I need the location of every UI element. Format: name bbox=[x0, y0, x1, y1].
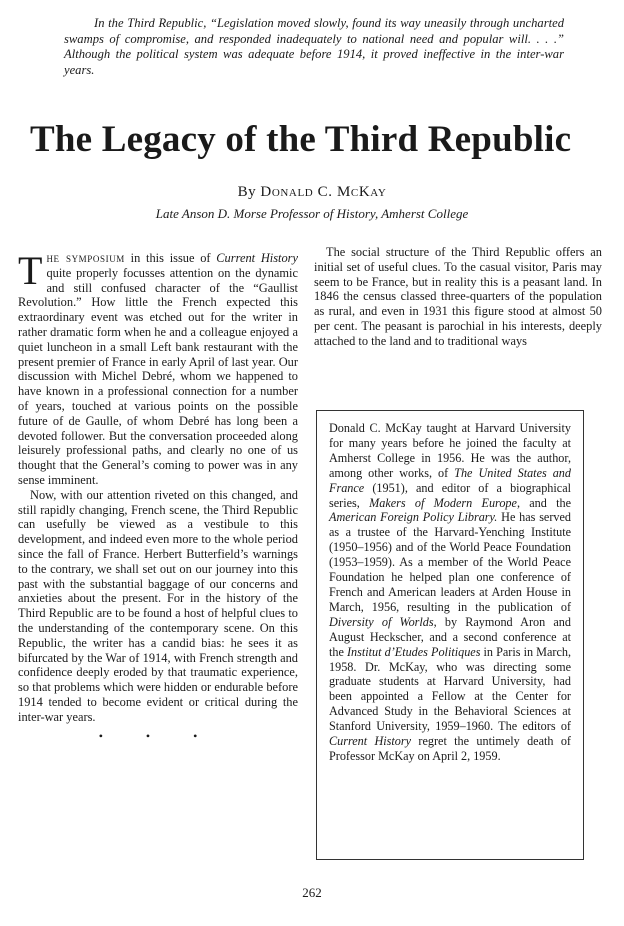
article-lede: In the Third Republic, “Legislation moved slowly, found its way uneasily through uncharted swamps of compromise, and responded inadequately to national need and popular will. . . .” Although the political system was adequate before 1914, it proved ineffective in the inter-war years. bbox=[64, 16, 564, 77]
byline-prefix: By bbox=[237, 184, 261, 200]
bio-text-6: in Paris in March, 1958. Dr. McKay, who was directing some graduate students at Harvard University, had been appointed a Fellow at the Center for Advanced Study in the Behavioral Sciences at Stanford University, 1959–1960. The editors of bbox=[329, 644, 571, 734]
author-bio-box bbox=[316, 410, 584, 860]
bio-text-2: (1951), and editor of a biographical series, bbox=[329, 480, 571, 510]
page-number: 262 bbox=[302, 885, 322, 900]
author-affiliation: Late Anson D. Morse Professor of History, Amherst College bbox=[155, 206, 469, 221]
bio-text-4: He has served as a trustee of the Harvard-Yenching Institute (1950–1956) and of the World Peace Foundation (1953–1959). As a member of the World Peace Foundation he helped plan one conference of French and American leaders at Arden House in March, 1956, resulting in the publication of bbox=[329, 510, 571, 614]
left-paragraph-2: Now, with our attention riveted on this changed, and still rapidly changing, French scene, the Third Republic can usefully be viewed as a vestibule to this development, and indeed even more to the whole period since the fall of France. Herbert Butterfield’s warnings to the contrary, we shall set out on our journey into this past with the substantial baggage of our concerns and anxieties about the present. For in the history of the Third Republic are to be found a host of helpful clues to the understanding of the contemporary scene. On this Republic, the writer has a candid bias: he sees it as bifurcated by the War of 1914, with French strength and confidence deeply eroded by that traumatic experience, so that problems which were hidden or endurable before 1914 tended to become evident or critical during the inter-war years. bbox=[18, 487, 298, 724]
drop-cap: T bbox=[18, 248, 43, 293]
bio-text-7: regret the untimely death of Professor McKay on April 2, 1959. bbox=[329, 734, 571, 763]
bio-title-5: Institut d’Etudes Politiques bbox=[346, 644, 481, 659]
journal-name: Current History bbox=[216, 251, 298, 265]
left-paragraph-1-text-b: quite properly focusses attention on the dynamic and still confused character of the “Gaullist Revolution.” How little the French expected this extraordinary event was etched out for the writer in rather dramatic form when he and a colleague enjoyed a quiet luncheon in a small Left bank restaurant with the present premier of France in early April of last year. Our discussion with Michel Debré, whom we happened to have known in a professional connection for a number of years, touched at various points on the possible future of de Gaulle, of whom Debré has long been a devoted follower. But the conversation proceeded along leisurely professional paths, and clearly no one of us thought that the General’s coming to power was in any sense imminent. bbox=[18, 265, 298, 487]
byline bbox=[0, 184, 624, 201]
bio-title-1: The United States and France bbox=[329, 465, 571, 495]
bio-title-2: Makers of Modern Europe bbox=[369, 495, 517, 510]
right-paragraph-1: The social structure of the Third Republic offers an initial set of useful clues. To the casual visitor, Paris may seem to be France, but in reality this is a peasant land. In 1846 the census classed three-quarters of the population as rural, and even in 1931 this figure stood at almost 50 per cent. The peasant is parochial in his interests, deeply attached to the land and to traditional ways bbox=[314, 245, 602, 348]
author-bio-text bbox=[329, 421, 571, 764]
article-title: The Legacy of the Third Republic bbox=[30, 119, 572, 160]
left-column bbox=[18, 248, 298, 743]
bio-text-5: , by Raymond Aron and August Heckscher, and a second conference at the bbox=[329, 614, 571, 659]
bio-title-6: Current History bbox=[329, 734, 412, 749]
left-paragraph-1-text-a: in this issue of bbox=[124, 251, 217, 265]
bio-title-4: Diversity of Worlds bbox=[329, 614, 434, 629]
opening-smallcaps: he symposium bbox=[46, 251, 125, 265]
right-column bbox=[314, 245, 602, 349]
section-separator: • • • bbox=[98, 728, 218, 743]
bio-text-1: Donald C. McKay taught at Harvard University for many years before he joined the faculty at Amherst College in 1956. He was the author, among other works, of bbox=[329, 421, 571, 480]
author-name: Donald C. McKay bbox=[260, 184, 387, 200]
left-paragraph-1 bbox=[18, 248, 298, 488]
bio-text-3: , and the bbox=[516, 495, 572, 510]
bio-title-3: American Foreign Policy Library. bbox=[329, 510, 498, 525]
